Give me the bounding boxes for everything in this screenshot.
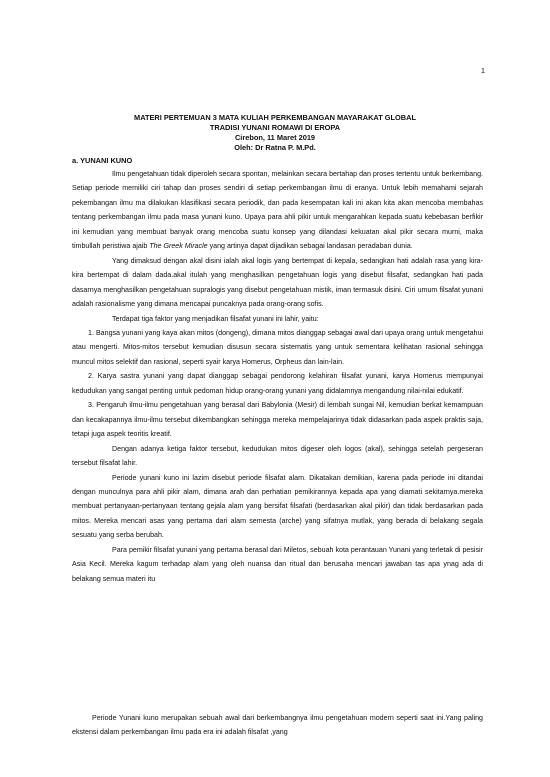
page-number: 1 [480, 66, 485, 75]
document-header [0, 113, 550, 153]
author: Oleh: Dr Ratna P. M.Pd. [234, 143, 316, 152]
section-heading: a. YUNANI KUNO [72, 156, 133, 165]
paragraph-2: Yang dimaksud dengan akal disini ialah akal logis yang bertempat di kepala, sedangkan hati adalah rasa yang kira-kira bertempat di dalam dada.akal itulah yang menghasilkan pengetahuan logis yang disebut filsafat, sedangkan hati pada dasarnya menghasilkan pengetahuan supralogis yang disebut pengetahuan mistik, iman termasuk disini. Ciri umum filsafat yunani adalah rasionalisme yang dimana mencapai puncaknya pada orang-orang sofis. [72, 256, 483, 309]
paragraph-7: Periode Yunani kuno merupakan sebuah awal dari berkembangnya ilmu pengetahuan modern seperti saat ini.Yang paling ekstensi dalam perkembangan ilmu pada era ini adalah filsafat ,yang [72, 714, 483, 737]
place-date: Cirebon, 11 Maret 2019 [234, 133, 316, 142]
course-title: MATERI PERTEMUAN 3 MATA KULIAH PERKEMBANGAN MAYARAKAT GLOBAL [134, 113, 416, 122]
paragraph-5: Periode yunani kuno ini lazim disebut periode filsafat alam. Dikatakan demikian, karena pada periode ini ditandai dengan munculnya para ahli pikir alam, dimana arah dan perhatian pemikirannya kepada apa yang diamati sekitarnya.mereka membuat pertanyaan-pertanyaan tentang gejala alam yang bersifat filsafati (berdasarkan akal pikir) dan tidak berdasarkan pada mitos. Mereka mencari asas yang pertama dari alam semesta (arche) yang sifatnya mutlak, yang berada di belakang segala sesuatu yang serba berubah. [72, 473, 483, 540]
paragraph-6: Para pemikir filsafat yunani yang pertama berasal dari Miletos, sebuah kota perantauan Yunani yang terletak di pesisir Asia Kecil. Mereka kagum terhadap alam yang oleh nuansa dan ritual dan berusaha mencari jawaban tas apa ynag ada di belakang semua materi itu [72, 545, 483, 583]
paragraph-3: Terdapat tiga faktor yang menjadikan filsafat yunani ini lahir, yaitu: [112, 314, 319, 323]
list-item-3: 3. Pengaruh ilmu-ilmu pengetahuan yang berasal dari Babylonia (Mesir) di lembah sungai Nil, kemudian berkat kemampuan dan kecakapannya ilmu-ilmu tersebut dikembangkan sehingga mereka mempelajarinya tidak didasarkan pada aspek praktis saja, tetapi juga aspek teoritis kreatif. [72, 401, 483, 439]
body-text [72, 167, 483, 586]
paragraph-1: Ilmu pengetahuan tidak diperoleh secara spontan, melainkan secara bertahap dan proses tertentu untuk berkembang. Setiap periode memiliki ciri tahap dan proses sendiri di setiap perkembangan ilmu di eranya. Untuk lebih memahami sejarah pekembangan ilmu ma dilakukan klasifikasi secara periodik, dan pada kesempatan kali ini akan kita akan mencoba membahas tentang perkembangan ilmu pada masa yunani kuno. Upaya para ahli pikir untuk mengarahkan kepada suatu kebebasan berfikir ini kemudian yang membuat banyak orang mencoba suatu konsep yang dilandasi kekuatan akal pikir secara murni, maka timbullah peristiwa ajaib The Greek Miracle yang artinya dapat dijadikan sebagai landasan peradaban dunia. [72, 170, 483, 251]
greek-miracle-term: The Greek Miracle [149, 242, 208, 251]
list-item-1: 1. Bangsa yunani yang kaya akan mitos (dongeng), dimana mitos dianggap sebagai awal dari upaya orang untuk mengetahui atau mengerti. Mitos-mitos tersebut kemudian disusun secara sistematis yang untuk sementara kelihatan rasional sehingga muncul mitos selektif dan rasional, seperti syair karya Homerus, Orpheus dan lain-lain. [72, 328, 483, 366]
list-item-2: 2. Karya sastra yunani yang dapat dianggap sebagai pendorong kelahiran filsafat yunani, karya Homerus mempunyai kedudukan yang sangat penting untuk pedoman hidup orang-orang yunani yang didalamnya mengandung nilai-nilai edukatif. [72, 372, 483, 395]
paragraph-4: Dengan adanya ketiga faktor tersebut, kedudukan mitos digeser oleh logos (akal), sehingga setelah pergeseran tersebut filsafat lahir. [72, 444, 483, 468]
topic-title: TRADISI YUNANI ROMAWI DI EROPA [209, 123, 341, 132]
